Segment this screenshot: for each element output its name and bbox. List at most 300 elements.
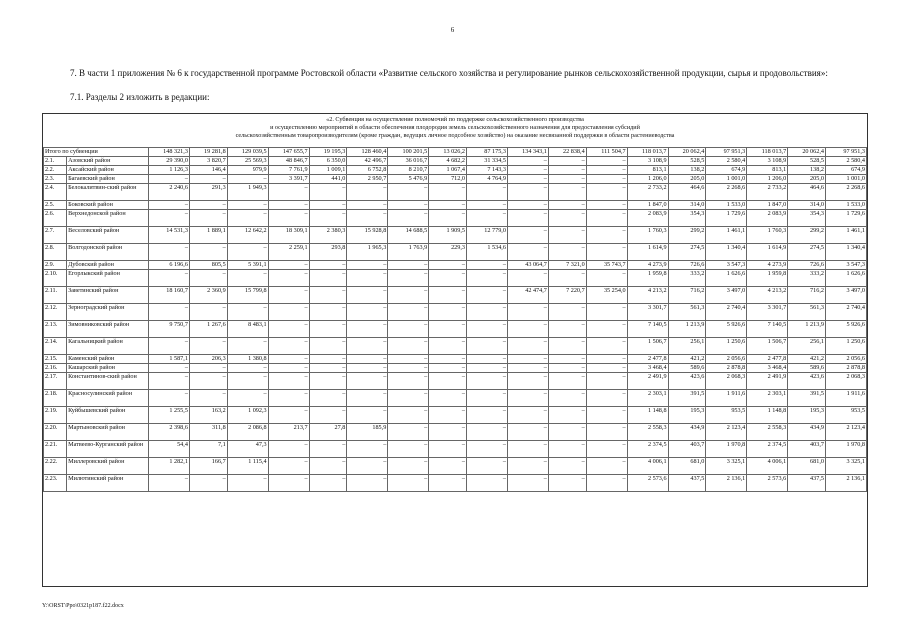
value-cell: 54,4 [148, 441, 189, 458]
value-cell: – [586, 458, 627, 475]
district-name: Азовский район [67, 157, 149, 166]
value-cell: – [467, 321, 508, 338]
value-cell: 354,3 [788, 210, 826, 227]
table-header-line: и осуществлению мероприятий в области обеспечения плодородия земель сельскохозяйственного назначения для предоставления субсидий [270, 124, 640, 131]
value-cell: – [467, 364, 508, 373]
value-cell: – [309, 390, 347, 407]
value-cell: 2 573,6 [747, 475, 788, 492]
value-cell: 2 360,9 [189, 287, 227, 304]
value-cell: 716,2 [788, 287, 826, 304]
value-cell: – [586, 407, 627, 424]
value-cell: – [189, 244, 227, 261]
value-cell: 3 547,3 [825, 261, 866, 270]
value-cell: – [268, 458, 309, 475]
value-cell: 441,0 [309, 175, 347, 184]
value-cell: 1 614,9 [627, 244, 668, 261]
value-cell: 1 461,1 [706, 227, 747, 244]
value-cell: – [467, 184, 508, 201]
value-cell: 2 268,6 [706, 184, 747, 201]
value-cell: 391,5 [668, 390, 706, 407]
value-cell: 1 760,3 [747, 227, 788, 244]
value-cell: 3 497,0 [706, 287, 747, 304]
total-value-cell: 87 175,3 [467, 148, 508, 157]
value-cell: 1 340,4 [706, 244, 747, 261]
total-value-cell: 19 281,8 [189, 148, 227, 157]
value-cell: – [507, 458, 548, 475]
value-cell: – [189, 201, 227, 210]
table-row [44, 227, 867, 244]
value-cell: – [586, 441, 627, 458]
value-cell: 528,5 [668, 157, 706, 166]
value-cell: – [507, 373, 548, 390]
row-index: 2.23. [44, 475, 67, 492]
value-cell: – [507, 475, 548, 492]
row-index: 2.15. [44, 355, 67, 364]
value-cell: – [388, 390, 429, 407]
value-cell: – [429, 407, 467, 424]
value-cell: 1 250,6 [825, 338, 866, 355]
district-name: Константинов-ский район [67, 373, 149, 390]
value-cell: 4 213,2 [747, 287, 788, 304]
district-name: Багаевский район [67, 175, 149, 184]
row-index: 2.22. [44, 458, 67, 475]
value-cell: – [148, 338, 189, 355]
value-cell: 146,4 [189, 166, 227, 175]
value-cell: 1 970,8 [825, 441, 866, 458]
value-cell: – [507, 270, 548, 287]
value-cell: – [388, 304, 429, 321]
value-cell: 138,2 [788, 166, 826, 175]
value-cell: 421,2 [668, 355, 706, 364]
row-index: 2.10. [44, 270, 67, 287]
value-cell: – [268, 355, 309, 364]
value-cell: 7 140,5 [747, 321, 788, 338]
value-cell: – [507, 304, 548, 321]
value-cell: 953,5 [825, 407, 866, 424]
value-cell: 1 250,6 [706, 338, 747, 355]
value-cell: – [148, 390, 189, 407]
value-cell: – [548, 270, 586, 287]
value-cell: 3 325,1 [825, 458, 866, 475]
value-cell: – [227, 270, 268, 287]
value-cell: – [268, 304, 309, 321]
value-cell: 256,1 [668, 338, 706, 355]
value-cell: – [467, 270, 508, 287]
value-cell: 1 729,6 [706, 210, 747, 227]
value-cell: – [429, 355, 467, 364]
table-body [44, 148, 867, 492]
value-cell: 1 255,5 [148, 407, 189, 424]
value-cell: – [586, 390, 627, 407]
row-index: 2.17. [44, 373, 67, 390]
value-cell: – [507, 157, 548, 166]
value-cell: – [227, 304, 268, 321]
value-cell: – [309, 304, 347, 321]
value-cell: 48 846,7 [268, 157, 309, 166]
value-cell: 561,3 [788, 304, 826, 321]
page-number: 6 [450, 26, 455, 34]
value-cell: – [429, 210, 467, 227]
value-cell: 5 391,1 [227, 261, 268, 270]
value-cell: – [309, 321, 347, 338]
value-cell: – [467, 475, 508, 492]
table-header-line: «2. Субвенция на осуществление полномочий по поддержке сельскохозяйственного производства [326, 116, 584, 123]
value-cell: – [268, 364, 309, 373]
value-cell: 25 569,3 [227, 157, 268, 166]
value-cell: 2 259,1 [268, 244, 309, 261]
district-name: Егорлыкский район [67, 270, 149, 287]
value-cell: 9 750,7 [148, 321, 189, 338]
value-cell: – [148, 270, 189, 287]
row-index: 2.5. [44, 201, 67, 210]
total-value-cell: 118 013,7 [627, 148, 668, 157]
value-cell: 2 740,4 [706, 304, 747, 321]
value-cell: – [148, 364, 189, 373]
value-cell: 299,2 [788, 227, 826, 244]
value-cell: – [586, 166, 627, 175]
value-cell: 2 558,3 [747, 424, 788, 441]
value-cell: 2 068,3 [825, 373, 866, 390]
value-cell: – [148, 210, 189, 227]
value-cell: 1 461,1 [825, 227, 866, 244]
table-row [44, 355, 867, 364]
value-cell: – [227, 338, 268, 355]
total-value-cell: 97 951,3 [706, 148, 747, 157]
value-cell: – [548, 166, 586, 175]
value-cell: – [189, 390, 227, 407]
total-value-cell: 118 013,7 [747, 148, 788, 157]
value-cell: – [586, 364, 627, 373]
table-row-total [44, 148, 867, 157]
value-cell: 2 398,6 [148, 424, 189, 441]
value-cell: – [429, 261, 467, 270]
value-cell: – [429, 373, 467, 390]
value-cell: 423,6 [668, 373, 706, 390]
table-header [43, 114, 867, 140]
row-index: 2.9. [44, 261, 67, 270]
value-cell: – [429, 364, 467, 373]
value-cell: – [388, 441, 429, 458]
district-name: Боковский район [67, 201, 149, 210]
value-cell: – [388, 407, 429, 424]
value-cell: 2 083,9 [627, 210, 668, 227]
value-cell: 674,9 [706, 166, 747, 175]
row-index: 2.20. [44, 424, 67, 441]
value-cell: 2 083,9 [747, 210, 788, 227]
value-cell: – [507, 184, 548, 201]
value-cell: – [388, 424, 429, 441]
value-cell: 953,5 [706, 407, 747, 424]
value-cell: – [268, 210, 309, 227]
value-cell: 2 740,4 [825, 304, 866, 321]
value-cell: 43 064,7 [507, 261, 548, 270]
value-cell: 391,5 [788, 390, 826, 407]
total-label: Итого по субвенции [44, 148, 149, 157]
value-cell: – [388, 261, 429, 270]
value-cell: – [388, 364, 429, 373]
value-cell: – [548, 458, 586, 475]
value-cell: 7 220,7 [548, 287, 586, 304]
value-cell: 1 959,8 [627, 270, 668, 287]
value-cell: 1 959,8 [747, 270, 788, 287]
value-cell: 314,0 [788, 201, 826, 210]
value-cell: – [507, 424, 548, 441]
value-cell: 2 068,3 [706, 373, 747, 390]
value-cell: 18 309,1 [268, 227, 309, 244]
value-cell: – [347, 201, 388, 210]
value-cell: 1 115,4 [227, 458, 268, 475]
value-cell: – [507, 244, 548, 261]
value-cell: – [227, 475, 268, 492]
value-cell: – [548, 364, 586, 373]
district-name: Аксайский район [67, 166, 149, 175]
total-value-cell: 20 062,4 [788, 148, 826, 157]
value-cell: 5 926,6 [825, 321, 866, 338]
value-cell: 4 213,2 [627, 287, 668, 304]
value-cell: 1 148,8 [627, 407, 668, 424]
value-cell: – [429, 458, 467, 475]
value-cell: – [268, 184, 309, 201]
value-cell: 813,1 [747, 166, 788, 175]
value-cell: 1 847,0 [747, 201, 788, 210]
district-name: Красносулинский район [67, 390, 149, 407]
table-row [44, 441, 867, 458]
value-cell: 2 056,6 [706, 355, 747, 364]
value-cell: – [429, 184, 467, 201]
value-cell: – [148, 175, 189, 184]
table-row [44, 373, 867, 390]
value-cell: 681,0 [668, 458, 706, 475]
value-cell: 1 911,6 [825, 390, 866, 407]
value-cell: – [586, 244, 627, 261]
value-cell: – [548, 227, 586, 244]
total-value-cell: 129 039,5 [227, 148, 268, 157]
value-cell: – [429, 338, 467, 355]
value-cell: 1 626,6 [825, 270, 866, 287]
value-cell: – [429, 304, 467, 321]
value-cell: 2 733,2 [747, 184, 788, 201]
value-cell: – [586, 338, 627, 355]
value-cell: – [507, 355, 548, 364]
value-cell: 42 496,7 [347, 157, 388, 166]
value-cell: 2 268,6 [825, 184, 866, 201]
value-cell: 3 108,9 [747, 157, 788, 166]
value-cell: – [548, 157, 586, 166]
value-cell: 1 380,8 [227, 355, 268, 364]
value-cell: 333,2 [668, 270, 706, 287]
value-cell: – [268, 390, 309, 407]
value-cell: 1 148,8 [747, 407, 788, 424]
value-cell: 1 965,3 [347, 244, 388, 261]
value-cell: – [467, 201, 508, 210]
value-cell: 528,5 [788, 157, 826, 166]
district-name: Волгодонской район [67, 244, 149, 261]
value-cell: – [467, 458, 508, 475]
value-cell: – [429, 287, 467, 304]
value-cell: – [227, 210, 268, 227]
value-cell: – [586, 201, 627, 210]
value-cell: 1 206,0 [627, 175, 668, 184]
value-cell: 3 325,1 [706, 458, 747, 475]
value-cell: 205,0 [668, 175, 706, 184]
value-cell: – [347, 364, 388, 373]
value-cell: – [388, 287, 429, 304]
value-cell: 4 273,9 [627, 261, 668, 270]
table-row [44, 407, 867, 424]
value-cell: – [548, 184, 586, 201]
district-name: Куйбышевский район [67, 407, 149, 424]
value-cell: – [388, 373, 429, 390]
value-cell: 7,1 [189, 441, 227, 458]
value-cell: 2 878,8 [825, 364, 866, 373]
value-cell: – [189, 304, 227, 321]
value-cell: 256,1 [788, 338, 826, 355]
row-index: 2.11. [44, 287, 67, 304]
value-cell: 6 196,6 [148, 261, 189, 270]
value-cell: 3 468,4 [747, 364, 788, 373]
value-cell: 2 950,7 [347, 175, 388, 184]
value-cell: – [347, 184, 388, 201]
value-cell: – [309, 373, 347, 390]
value-cell: – [148, 304, 189, 321]
row-index: 2.7. [44, 227, 67, 244]
value-cell: – [268, 338, 309, 355]
total-value-cell: 134 343,1 [507, 148, 548, 157]
value-cell: – [507, 338, 548, 355]
value-cell: – [586, 373, 627, 390]
value-cell: – [467, 287, 508, 304]
value-cell: 8 483,1 [227, 321, 268, 338]
value-cell: 2 491,9 [627, 373, 668, 390]
value-cell: – [268, 475, 309, 492]
district-name: Зерноградский район [67, 304, 149, 321]
value-cell: 2 380,3 [309, 227, 347, 244]
value-cell: – [548, 175, 586, 184]
value-cell: – [548, 355, 586, 364]
value-cell: – [467, 338, 508, 355]
value-cell: – [268, 407, 309, 424]
value-cell: 2 477,8 [627, 355, 668, 364]
file-path-footer: Y:\ORST\Ppo\0321p187.f22.docx [42, 603, 124, 609]
value-cell: 206,3 [189, 355, 227, 364]
value-cell: – [429, 270, 467, 287]
value-cell: 712,0 [429, 175, 467, 184]
value-cell: – [467, 441, 508, 458]
value-cell: – [507, 390, 548, 407]
value-cell: 311,8 [189, 424, 227, 441]
row-index: 2.21. [44, 441, 67, 458]
value-cell: – [309, 270, 347, 287]
row-index: 2.8. [44, 244, 67, 261]
table-row [44, 244, 867, 261]
value-cell: – [507, 166, 548, 175]
value-cell: 4 006,1 [627, 458, 668, 475]
value-cell: 1 587,1 [148, 355, 189, 364]
value-cell: 464,6 [788, 184, 826, 201]
value-cell: – [268, 373, 309, 390]
value-cell: – [548, 321, 586, 338]
value-cell: 3 547,3 [706, 261, 747, 270]
value-cell: 15 928,8 [347, 227, 388, 244]
value-cell: – [429, 201, 467, 210]
table-header-line: сельскохозяйственным товаропроизводителям (кроме граждан, ведущих личное подсобное хозяйство) на оказание несвязанной поддержки в области растениеводства [235, 132, 675, 139]
value-cell: 589,6 [788, 364, 826, 373]
value-cell: 12 779,0 [467, 227, 508, 244]
district-name: Кагальницкий район [67, 338, 149, 355]
value-cell: – [268, 321, 309, 338]
value-cell: 195,3 [668, 407, 706, 424]
district-name: Дубовский район [67, 261, 149, 270]
value-cell: – [347, 407, 388, 424]
value-cell: – [268, 287, 309, 304]
value-cell: – [148, 244, 189, 261]
value-cell: 185,9 [347, 424, 388, 441]
row-index: 2.2. [44, 166, 67, 175]
value-cell: 1 001,0 [825, 175, 866, 184]
value-cell: 5 926,6 [706, 321, 747, 338]
value-cell: – [268, 261, 309, 270]
table-row [44, 201, 867, 210]
total-value-cell: 19 195,3 [309, 148, 347, 157]
value-cell: 291,3 [189, 184, 227, 201]
value-cell: 2 136,1 [706, 475, 747, 492]
value-cell: 6 752,8 [347, 166, 388, 175]
amendment-paragraph: 7. В части 1 приложения № 6 к государственной программе Ростовской области «Развитие сельского хозяйства и регулирование рынков сельскохозяйственной продукции, сырья и продовольствия»: [70, 68, 828, 78]
value-cell: 3 301,7 [747, 304, 788, 321]
value-cell: 421,2 [788, 355, 826, 364]
value-cell: – [189, 364, 227, 373]
table-row [44, 458, 867, 475]
value-cell: 18 160,7 [148, 287, 189, 304]
value-cell: – [309, 441, 347, 458]
value-cell: – [388, 458, 429, 475]
value-cell: – [548, 390, 586, 407]
total-value-cell: 97 951,3 [825, 148, 866, 157]
value-cell: – [586, 227, 627, 244]
value-cell: 2 573,6 [627, 475, 668, 492]
value-cell: 726,6 [788, 261, 826, 270]
value-cell: – [429, 441, 467, 458]
value-cell: 716,2 [668, 287, 706, 304]
value-cell: – [548, 407, 586, 424]
value-cell: 42 474,7 [507, 287, 548, 304]
value-cell: 2 491,9 [747, 373, 788, 390]
value-cell: – [507, 364, 548, 373]
value-cell: 2 374,5 [747, 441, 788, 458]
value-cell: 8 210,7 [388, 166, 429, 175]
value-cell: 1 889,1 [189, 227, 227, 244]
table-row [44, 261, 867, 270]
value-cell: – [388, 355, 429, 364]
value-cell: – [467, 373, 508, 390]
value-cell: – [309, 458, 347, 475]
value-cell: 979,9 [227, 166, 268, 175]
value-cell: 2 558,3 [627, 424, 668, 441]
table-row [44, 475, 867, 492]
district-name: Каменский район [67, 355, 149, 364]
value-cell: 589,6 [668, 364, 706, 373]
value-cell: – [309, 475, 347, 492]
district-name: Кашарский район [67, 364, 149, 373]
value-cell: 3 108,9 [627, 157, 668, 166]
value-cell: – [227, 175, 268, 184]
value-cell: 3 820,7 [189, 157, 227, 166]
value-cell: 2 477,8 [747, 355, 788, 364]
district-name: Веселовский район [67, 227, 149, 244]
value-cell: – [388, 184, 429, 201]
row-index: 2.4. [44, 184, 67, 201]
value-cell: 2 240,6 [148, 184, 189, 201]
